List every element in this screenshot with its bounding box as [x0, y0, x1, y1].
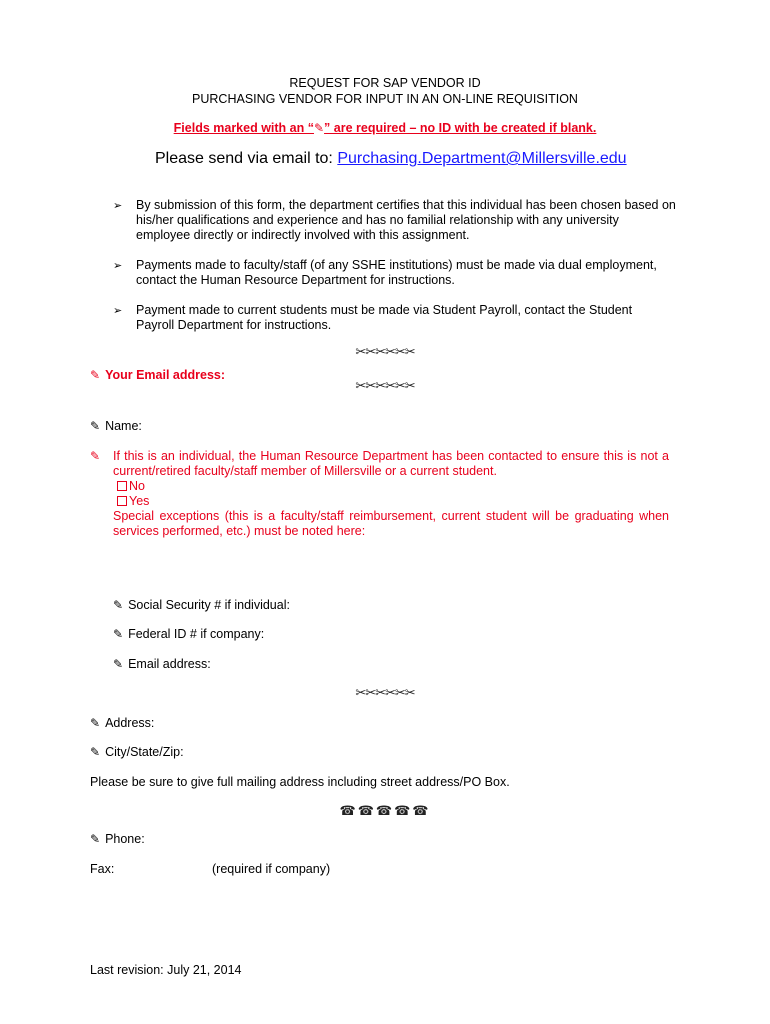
city-state-zip-label: ✎ City/State/Zip:: [90, 745, 184, 759]
last-revision: Last revision: July 21, 2014: [90, 963, 242, 977]
no-checkbox[interactable]: [117, 481, 127, 491]
pencil-icon: ✎: [90, 832, 101, 846]
yes-checkbox[interactable]: [117, 496, 127, 506]
federal-id-label: ✎ Federal ID # if company:: [113, 627, 265, 641]
form-subtitle: PURCHASING VENDOR FOR INPUT IN AN ON-LINE REQUISITION: [192, 92, 578, 106]
pencil-icon: ✎: [313, 121, 325, 135]
pencil-icon: ✎: [90, 716, 101, 730]
option-no[interactable]: No: [117, 479, 145, 493]
your-email-label: ✎ Your Email address:: [90, 368, 226, 382]
pencil-icon: ✎: [90, 368, 101, 382]
hr-verification-note: If this is an individual, the Human Resource Department has been contacted to ensure this is not a current/retired faculty/staff member of Millersville or a current student.: [113, 449, 669, 478]
form-title: REQUEST FOR SAP VENDOR ID: [289, 76, 481, 90]
pencil-icon: ✎: [113, 657, 124, 671]
chain-ornament-icon: ✂✂✂✂✂✂: [355, 345, 415, 360]
name-label: ✎ Name:: [90, 419, 142, 433]
pencil-icon: ✎: [90, 419, 101, 433]
address-label: ✎ Address:: [90, 716, 155, 730]
ssn-label: ✎ Social Security # if individual:: [113, 598, 290, 612]
arrowhead-bullet-icon: ➢: [113, 259, 123, 272]
fax-required-note: (required if company): [212, 862, 331, 876]
pencil-icon: ✎: [113, 598, 124, 612]
arrowhead-bullet-icon: ➢: [113, 304, 123, 317]
fax-label: Fax:: [90, 862, 115, 876]
chain-ornament-icon: ✂✂✂✂✂✂: [355, 686, 415, 701]
pencil-icon: ✎: [90, 449, 101, 463]
bullet-certification: By submission of this form, the department certifies that this individual has been chosen based on his/her qualifications and experience and has no familial relationship with any university employee directly or indirectly involved with this assignment.: [136, 198, 676, 242]
special-exceptions-note: Special exceptions (this is a faculty/staff reimbursement, current student will be graduating when services performed, etc.) must be noted here:: [113, 509, 669, 538]
pencil-icon: ✎: [113, 627, 124, 641]
option-yes[interactable]: Yes: [117, 494, 149, 508]
send-instructions: Please send via email to: Purchasing.Department@Millersville.edu: [155, 150, 627, 167]
telephone-icon: ☎☎☎☎☎: [339, 804, 431, 819]
chain-ornament-icon: ✂✂✂✂✂✂: [355, 379, 415, 394]
phone-label: ✎ Phone:: [90, 832, 145, 846]
arrowhead-bullet-icon: ➢: [113, 199, 123, 212]
bullet-student-payroll: Payment made to current students must be made via Student Payroll, contact the Student Payroll Department for instructions.: [136, 303, 633, 332]
pencil-icon: ✎: [90, 745, 101, 759]
mailing-address-note: Please be sure to give full mailing address including street address/PO Box.: [90, 775, 510, 789]
required-fields-note: Fields marked with an “✎” are required – no ID with be created if blank.: [173, 121, 597, 135]
purchasing-email-link[interactable]: Purchasing.Department@Millersville.edu: [337, 150, 627, 167]
bullet-dual-employment: Payments made to faculty/staff (of any SSHE institutions) must be made via dual employment, contact the Human Resource Department for instructions.: [136, 258, 657, 287]
email-label: ✎ Email address:: [113, 657, 211, 671]
